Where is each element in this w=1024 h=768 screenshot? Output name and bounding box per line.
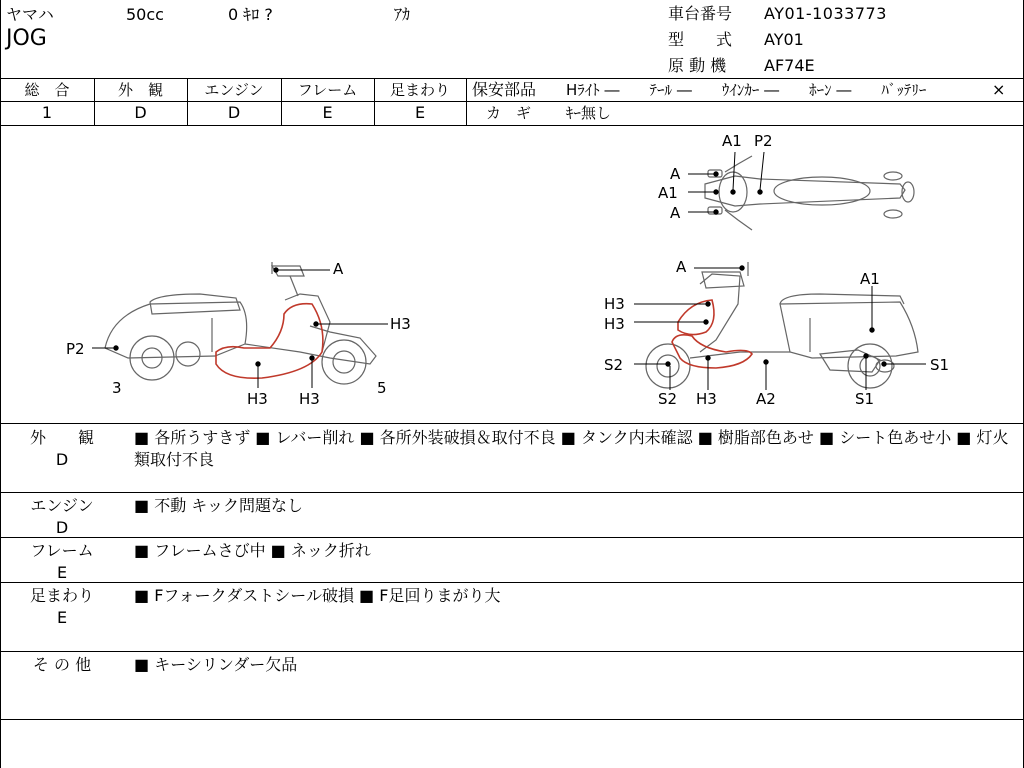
displacement: 50cc xyxy=(126,5,164,24)
key-value: ｷｰ無し xyxy=(566,104,612,122)
damage-outlines xyxy=(216,300,752,378)
label-right-s1-bottom: S1 xyxy=(855,390,875,408)
engine-label: 原 動 機 xyxy=(668,56,727,75)
divider xyxy=(466,101,1024,102)
mileage: 0 ｷﾛ ? xyxy=(228,5,273,24)
label-left-h3: H3 xyxy=(390,315,411,333)
section-label-exterior xyxy=(22,427,102,471)
grade-value-frame: E xyxy=(322,103,333,122)
label-top-a-lower: A xyxy=(670,204,681,222)
section-text-suspension: ■ Fフォークダストシール破損 ■ F足回りまがり大 xyxy=(134,586,501,605)
section-title: フレーム xyxy=(30,541,94,560)
label-left-5: 5 xyxy=(377,379,387,397)
label-right-h3-1: H3 xyxy=(604,295,625,313)
section-title: 外 観 xyxy=(29,428,94,447)
section-text-frame: ■ フレームさび中 ■ ネック折れ xyxy=(134,541,371,560)
grade-value-overall: 1 xyxy=(41,103,53,122)
label-right-a: A xyxy=(676,258,687,276)
divider xyxy=(0,651,1024,652)
divider xyxy=(0,582,1024,583)
label-left-3: 3 xyxy=(112,379,122,397)
key-label: カ ギ xyxy=(486,104,532,122)
grade-value-suspension: E xyxy=(414,103,426,122)
divider xyxy=(0,78,1024,79)
section-text-other: ■ キーシリンダー欠品 xyxy=(134,655,298,674)
maker: ヤマハ xyxy=(6,5,54,24)
section-label-other xyxy=(22,654,102,676)
section-text-exterior: ■ 各所うすきず ■ レバー削れ ■ 各所外装破損＆取付不良 ■ タンク内未確認 ■ 樹脂部色あせ ■ シート色あせ小 ■ 灯火類取付不良 xyxy=(134,428,1009,469)
label-top-a1-left: A1 xyxy=(658,184,678,202)
section-title: そ の 他 xyxy=(32,655,92,674)
label-right-a1: A1 xyxy=(860,270,880,288)
frame-no: AY01-1033773 xyxy=(764,4,887,23)
model-name: JOG xyxy=(6,26,47,51)
type-label: 型 式 xyxy=(668,30,733,49)
grade-value-engine: D xyxy=(227,103,241,122)
grade-label-overall: 総 合 xyxy=(24,81,70,99)
label-right-h3-bottom: H3 xyxy=(696,390,717,408)
safety-label: 保安部品 xyxy=(472,80,537,99)
label-right-s2-bottom: S2 xyxy=(658,390,678,408)
section-label-suspension xyxy=(22,585,102,629)
label-left-p2: P2 xyxy=(66,340,85,358)
divider xyxy=(0,101,466,102)
label-right-h3-2: H3 xyxy=(604,315,625,333)
battery-mark: × xyxy=(992,80,1006,99)
damage-diagram xyxy=(0,126,1024,422)
grade-label-suspension: 足まわり xyxy=(389,81,450,99)
engine-value: AF74E xyxy=(764,56,815,75)
label-right-a2-bottom: A2 xyxy=(756,390,776,408)
section-grade: E xyxy=(56,563,68,582)
label-top-a-upper: A xyxy=(670,165,681,183)
grade-label-exterior: 外 観 xyxy=(117,81,163,99)
section-grade: E xyxy=(56,608,68,627)
grade-label-engine: エンジン xyxy=(204,81,264,99)
divider xyxy=(0,537,1024,538)
section-title: エンジン xyxy=(30,496,94,515)
section-text-engine: ■ 不動 キック問題なし xyxy=(134,496,303,515)
section-grade: D xyxy=(55,450,69,469)
frame-no-label: 車台番号 xyxy=(668,4,733,23)
divider xyxy=(466,78,467,125)
scooter-top-view xyxy=(705,156,914,230)
grade-label-frame: フレーム xyxy=(297,81,358,99)
label-right-s2: S2 xyxy=(604,356,624,374)
section-label-frame xyxy=(22,540,102,584)
type-value: AY01 xyxy=(764,30,804,49)
scooter-left-side xyxy=(105,262,376,384)
label-right-s1: S1 xyxy=(930,356,950,374)
label-top-a1: A1 xyxy=(722,132,742,150)
divider xyxy=(0,423,1024,424)
divider xyxy=(0,719,1024,720)
label-left-h3-bottom-1: H3 xyxy=(247,390,268,408)
safety-items: Hﾗｲﾄ ― ﾃｰﾙ ― ｳｲﾝｶｰ ― ﾎｰﾝ ― ﾊﾞｯﾃﾘｰ xyxy=(566,81,927,99)
section-grade: D xyxy=(55,518,69,537)
label-left-a: A xyxy=(333,260,344,278)
color: ｱｶ xyxy=(394,5,411,24)
section-label-engine xyxy=(22,495,102,539)
label-left-h3-bottom-2: H3 xyxy=(299,390,320,408)
grade-value-exterior: D xyxy=(134,103,147,122)
label-top-p2: P2 xyxy=(754,132,773,150)
section-title: 足まわり xyxy=(29,586,94,605)
divider xyxy=(0,492,1024,493)
